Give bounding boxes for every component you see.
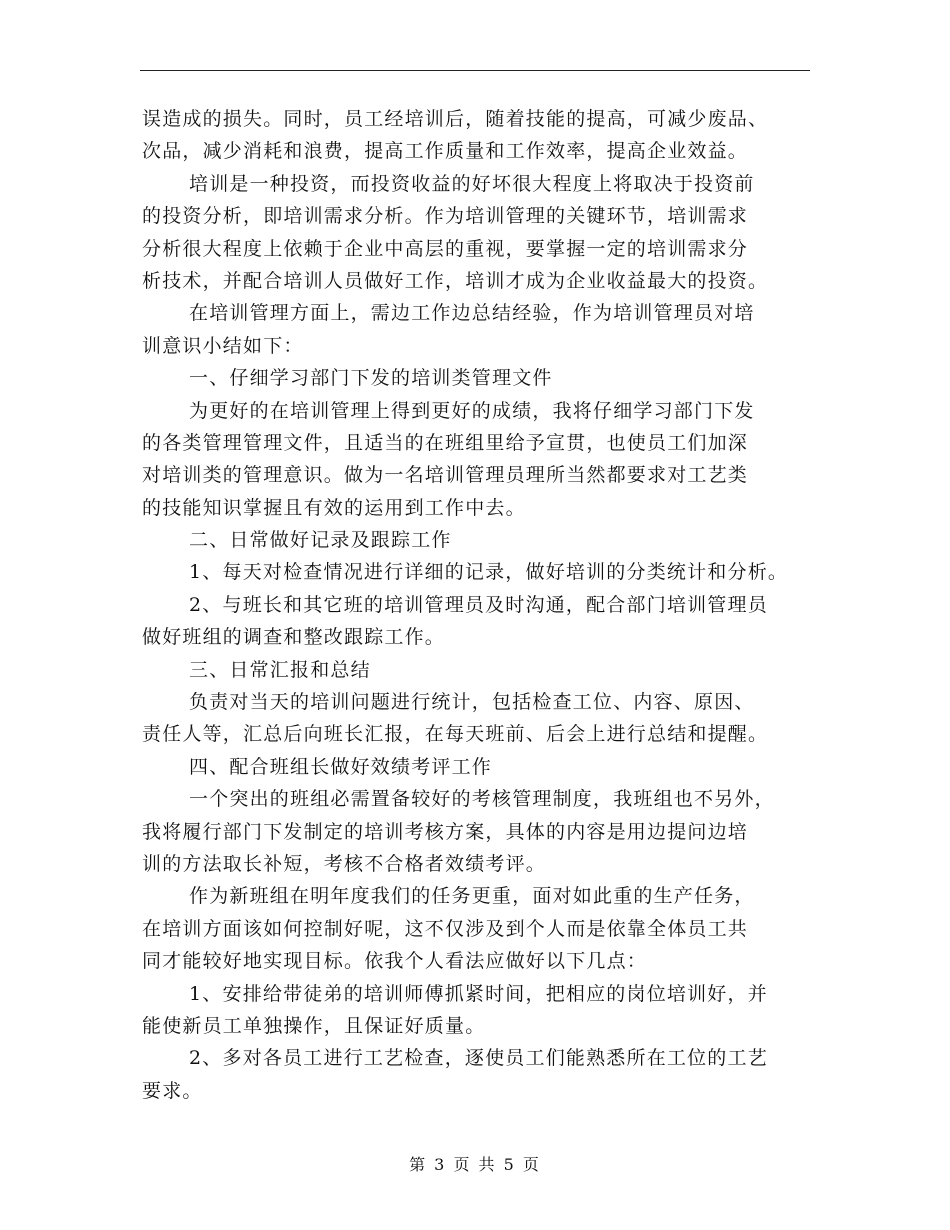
header-rule [140,70,810,71]
text-line: 做好班组的调查和整改跟踪工作。 [142,626,446,649]
text-line: 为更好的在培训管理上得到更好的成绩，我将仔细学习部门下发 [189,399,755,422]
text-line: 析技术，并配合培训人员做好工作，培训才成为企业收益最大的投资。 [142,269,769,292]
text-line: 对培训类的管理意识。做为一名培训管理员理所当然都要求对工艺类 [142,464,749,487]
text-line: 1、每天对检查情况进行详细的记录，做好培训的分类统计和分析。 [189,561,789,584]
text-line: 的技能知识掌握且有效的运用到工作中去。 [142,496,526,519]
text-line: 次品，减少消耗和浪费，提高工作质量和工作效率，提高企业效益。 [142,140,749,163]
text-line: 责任人等，汇总后向班长汇报，在每天班前、后会上进行总结和提醒。 [142,723,769,746]
text-line: 2、多对各员工进行工艺检查，逐使员工们能熟悉所在工位的工艺 [189,1047,768,1070]
text-line: 四、配合班组长做好效绩考评工作 [189,755,493,778]
text-line: 二、日常做好记录及跟踪工作 [189,529,452,552]
text-line: 1、安排给带徒弟的培训师傅抓紧时间，把相应的岗位培训好，并 [189,982,768,1005]
text-line: 训意识小结如下： [142,334,304,357]
text-line: 的投资分析，即培训需求分析。作为培训管理的关键环节，培训需求 [142,205,749,228]
text-line: 要求。 [142,1079,203,1102]
text-line: 一、仔细学习部门下发的培训类管理文件 [189,367,553,390]
text-line: 误造成的损失。同时，员工经培训后，随着技能的提高，可减少废品、 [142,108,769,130]
page-footer: 第 3 页 共 5 页 [409,1155,541,1174]
text-line: 负责对当天的培训问题进行统计，包括检查工位、内容、原因、 [189,691,755,714]
text-line: 三、日常汇报和总结 [189,658,371,681]
text-line: 2、与班长和其它班的培训管理员及时沟通，配合部门培训管理员 [189,593,768,616]
text-line: 训的方法取长补短，考核不合格者效绩考评。 [142,852,547,875]
text-line: 分析很大程度上依赖于企业中高层的重视，要掌握一定的培训需求分 [142,237,749,260]
text-line: 的各类管理管理文件，且适当的在班组里给予宣贯，也使员工们加深 [142,431,749,454]
text-line: 在培训方面该如何控制好呢，这不仅涉及到个人而是依靠全体员工共 [142,917,749,940]
text-line: 作为新班组在明年度我们的任务更重，面对如此重的生产任务， [189,885,755,908]
text-line: 能使新员工单独操作，且保证好质量。 [142,1014,486,1037]
document-body [142,103,822,1107]
text-line: 我将履行部门下发制定的培训考核方案，具体的内容是用边提问边培 [142,820,749,843]
text-line: 在培训管理方面上，需边工作边总结经验，作为培训管理员对培 [189,302,755,325]
text-line: 培训是一种投资，而投资收益的好坏很大程度上将取决于投资前 [189,172,755,195]
text-line: 一个突出的班组必需置备较好的考核管理制度，我班组也不另外， [189,788,775,811]
text-line: 同才能较好地实现目标。依我个人看法应做好以下几点： [142,950,648,973]
